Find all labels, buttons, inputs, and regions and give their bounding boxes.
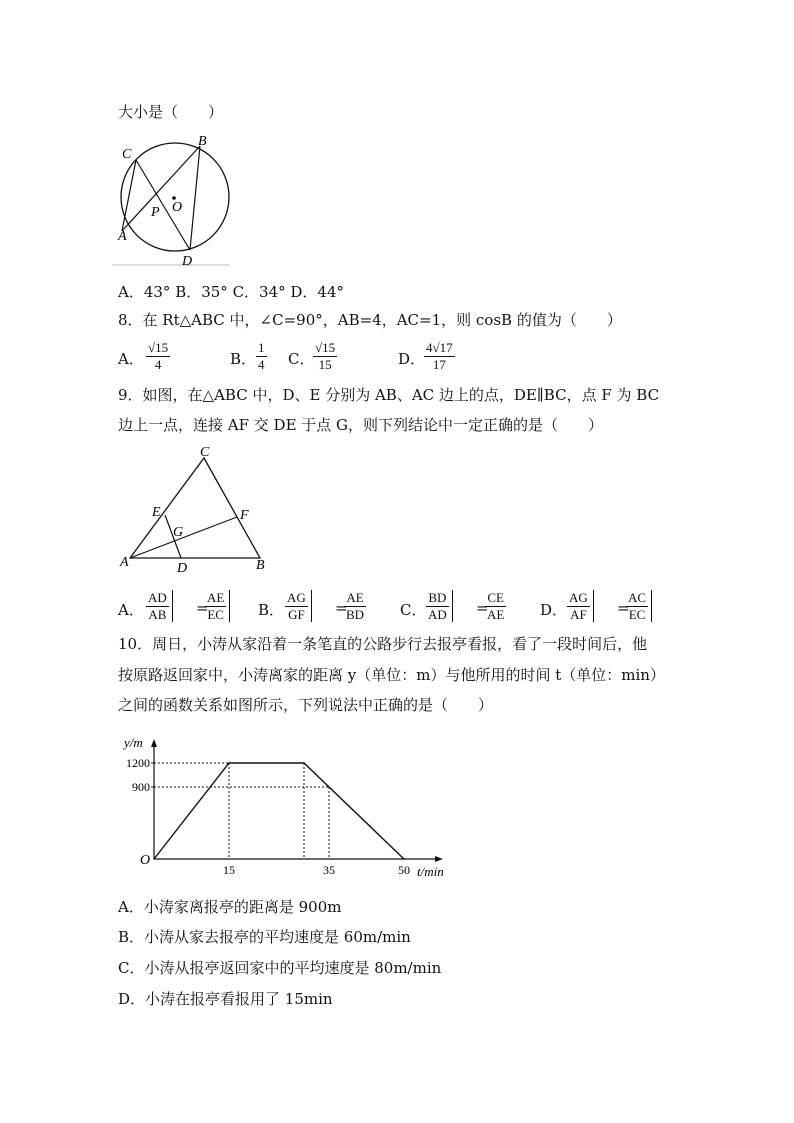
q9-d-left-fraction	[567, 590, 590, 623]
q9-d-l-den: AF	[570, 607, 587, 622]
q9-b-equals: =	[335, 599, 348, 617]
q9-b-r-num: AE	[344, 590, 366, 607]
q9-option-a-label: A．	[118, 601, 144, 619]
q9-a-equals: =	[196, 599, 209, 617]
x-tick-label-50: 50	[398, 863, 410, 877]
data-point-1	[228, 762, 229, 763]
q9-d-right-fraction	[626, 590, 648, 623]
q9-option-c-label: C．	[400, 601, 427, 619]
chord-bd	[190, 146, 200, 250]
q9-d-r-num: AC	[628, 590, 647, 605]
label-b: B	[198, 134, 207, 149]
q8-stem: 8．在 Rt△ABC 中，∠C=90°，AB=4，AC=1，则 cosB 的值为（ ）	[118, 311, 622, 329]
q8-option-c-label: C．	[288, 350, 315, 368]
x-tick-label-15: 15	[223, 863, 235, 877]
origin-label: O	[140, 853, 151, 868]
q9-c-r-num: CE	[485, 590, 506, 607]
q9-triangle-figure	[115, 444, 275, 574]
q9-c-equals: =	[476, 599, 489, 617]
q9-d-l-num: AG	[569, 590, 588, 605]
q9-d-equals: =	[617, 599, 630, 617]
chord-ca	[122, 160, 136, 231]
q7-circle-figure	[112, 128, 237, 270]
q9-a-l-den: AB	[148, 607, 167, 622]
q10-stem-line1: 10．周日，小涛从家沿着一条笔直的公路步行去报亭看报，看了一段时间后，他	[118, 635, 648, 653]
q9-d-rbar	[651, 590, 652, 622]
y-axis-label: y/m	[124, 735, 143, 750]
q9-d-bar	[593, 590, 594, 622]
q9-b-bar	[311, 590, 312, 622]
label-f: F	[240, 508, 249, 523]
q8-c-num: √15	[315, 340, 336, 355]
q10-option-c: C．小涛从报亭返回家中的平均速度是 80m/min	[118, 959, 442, 977]
q8-a-num: √15	[148, 340, 169, 355]
q9-a-r-num: AE	[207, 590, 225, 605]
data-point-2	[303, 762, 304, 763]
label-e: E	[152, 505, 161, 520]
q7-options: A．43° B．35° C．34° D．44°	[118, 283, 345, 301]
q9-a-left-fraction	[146, 590, 169, 623]
q9-c-r-den: AE	[487, 607, 505, 622]
label-c: C	[200, 445, 210, 460]
q8-option-d-fraction	[424, 340, 455, 373]
y-tick-label-900: 900	[132, 780, 150, 794]
q9-a-rbar	[229, 590, 230, 622]
q10-option-a: A．小涛家离报亭的距离是 900m	[118, 898, 342, 916]
chord-ab	[122, 146, 200, 231]
q9-stem-line2: 边上一点，连接 AF 交 DE 于点 G，则下列结论中一定正确的是（ ）	[118, 416, 604, 434]
label-a: A	[118, 229, 127, 244]
segment-af	[130, 517, 237, 558]
q8-option-b-label: B．	[230, 350, 257, 368]
q9-b-right-fraction	[344, 590, 366, 623]
q9-b-l-num: AG	[287, 590, 306, 605]
q9-option-d-label: D．	[540, 601, 568, 619]
x-axis-label: t/min	[417, 864, 444, 879]
q8-d-den: 17	[432, 357, 446, 372]
q9-b-left-fraction	[285, 590, 308, 623]
q9-c-l-den: AD	[428, 607, 447, 622]
q10-option-b: B．小涛从家去报亭的平均速度是 60m/min	[118, 928, 411, 946]
q8-option-d-label: D．	[398, 350, 426, 368]
q8-a-den: 4	[154, 357, 162, 372]
q10-stem-line3: 之间的函数关系如图所示，下列说法中正确的是（ ）	[118, 696, 494, 714]
q8-option-a-fraction	[146, 340, 170, 373]
y-tick-label-1200: 1200	[126, 756, 150, 770]
q9-a-r-den: EC	[207, 607, 224, 622]
q8-d-num: 4√17	[426, 340, 453, 355]
chart-labels	[122, 735, 444, 879]
x-axis-arrow	[435, 856, 443, 862]
series-line	[154, 763, 404, 859]
label-o: O	[172, 200, 183, 215]
q10-distance-time-chart	[115, 722, 444, 880]
q10-stem-line2: 按原路返回家中，小涛离家的距离 y（单位：m）与他所用的时间 t（单位：min）	[118, 666, 665, 684]
q9-a-right-fraction	[205, 590, 226, 623]
q9-c-bar	[452, 590, 453, 622]
data-point-0	[153, 858, 154, 859]
q7-tail: 大小是（ ）	[118, 103, 224, 121]
q9-c-l-num: BD	[426, 590, 449, 607]
q9-d-r-den: EC	[628, 607, 646, 622]
q9-c-left-fraction	[426, 590, 449, 623]
label-a: A	[120, 555, 129, 570]
chart-line-series	[153, 762, 404, 859]
q9-option-b-label: B．	[258, 601, 285, 619]
label-d: D	[182, 254, 193, 269]
q8-c-den: 15	[318, 357, 332, 372]
label-c: C	[122, 147, 132, 162]
chart-guides	[154, 763, 329, 859]
q10-option-d: D．小涛在报亭看报用了 15min	[118, 990, 333, 1008]
label-g: G	[173, 525, 184, 540]
q9-b-r-den: BD	[346, 607, 365, 622]
data-point-3	[403, 858, 404, 859]
y-axis-arrow	[151, 739, 157, 747]
q8-option-c-fraction	[313, 340, 337, 373]
q8-option-a-label: A．	[118, 350, 144, 368]
q8-option-b-fraction	[256, 340, 267, 373]
q9-a-bar	[172, 590, 173, 622]
q9-c-right-fraction	[485, 590, 506, 623]
q9-a-l-num: AD	[148, 590, 167, 605]
q8-b-den: 4	[258, 357, 265, 372]
q8-b-num: 1	[258, 340, 265, 355]
q9-b-l-den: GF	[288, 607, 305, 622]
label-p: P	[151, 205, 160, 220]
label-b: B	[256, 558, 265, 573]
x-tick-label-35: 35	[323, 863, 335, 877]
chart-axes	[151, 739, 443, 862]
label-d: D	[177, 561, 188, 576]
q9-stem-line1: 9．如图，在△ABC 中，D、E 分别为 AB、AC 边上的点，DE∥BC，点 F 为 BC	[118, 386, 660, 404]
